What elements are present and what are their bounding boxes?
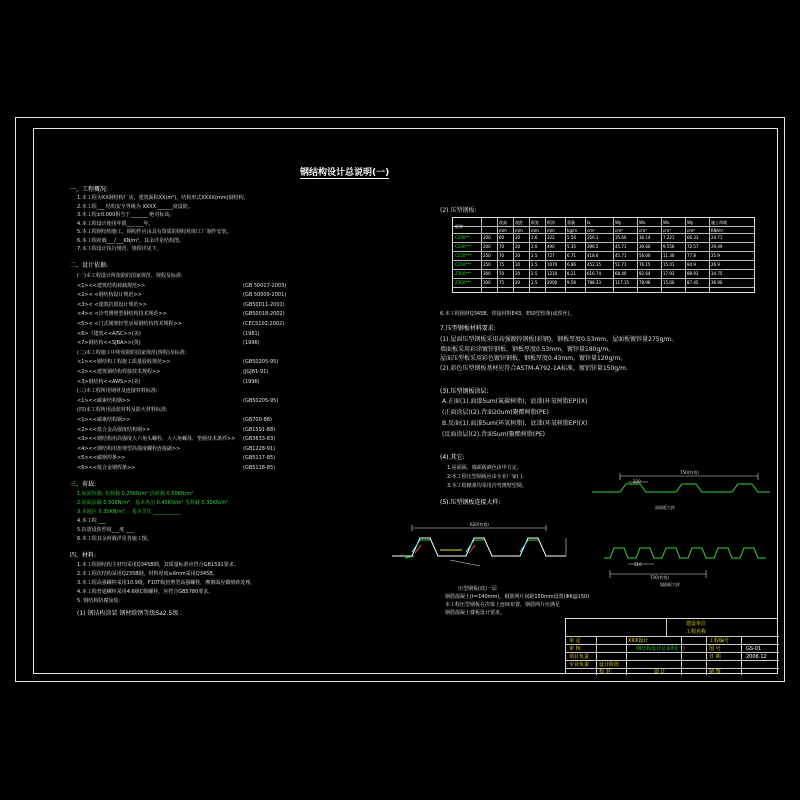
table-cell: 76.15 [639, 262, 651, 267]
table-header: 施工荷载 [711, 220, 727, 225]
table-cell: 11.30 [663, 253, 675, 258]
title-block-line [741, 636, 742, 675]
section-7-line: 屋面压型板采用彩色镀锌钢板，钢板厚度0.43mm，镀锌量120g/m。 [440, 355, 627, 362]
section-2-item: (二)本工程施工中所依据的国家规范(规程)及标准: [77, 349, 187, 356]
coating-heading: (3).压型钢板涂层: [440, 388, 489, 395]
section-1-line: 4.本工程设计使用年限___ ___年。 [77, 220, 154, 227]
table-cell: 2.5 [531, 271, 538, 276]
table-cell: 250 [483, 262, 491, 267]
section-2-item: <1><<碳素结构钢>> [77, 417, 131, 423]
other-line: 3.本工程檩条均采用冷弯薄壁型钢。 [447, 483, 527, 489]
section-4-line: 4.本工程普通螺栓采用4.6级C级螺栓，应符合GB5780要求。 [77, 589, 214, 595]
table-caption: (2) 压型钢板: [440, 207, 477, 214]
table-cell: 84.9 [687, 262, 696, 267]
section-4-line: 3.本工程高强螺栓采用10.9级，F10T级扭剪型高强螺栓，摩擦面应做喷砂处理。 [77, 580, 256, 586]
table-cell: 117.15 [615, 280, 629, 285]
section-1-line: 7.本工程设计执行规范、规程详见下。 [77, 246, 162, 252]
section-2-code: (GB1228-91) [243, 445, 276, 452]
bottom-label: 制 图 [709, 669, 721, 675]
table-unit: mm [547, 228, 555, 233]
table-cell: 60 [499, 235, 505, 240]
table-unit: cm³ [687, 228, 695, 233]
table-cell: C250*** [455, 262, 472, 267]
table-cell: 200 [483, 235, 491, 240]
table-cell: 35.60 [615, 235, 627, 240]
stage-label: 设计阶段 [599, 662, 620, 668]
table-header: 板厚 [547, 220, 555, 225]
table-cell: 300 [483, 271, 491, 276]
table-cell: 15.01 [663, 262, 675, 267]
title-block-line [566, 668, 779, 669]
coating-line: B.反面(1).面漆5um(环氧树脂)，底漆(环氧树脂EP)(X) [442, 420, 588, 427]
other-line: 1.屋面板、墙面板颜色由甲方定。 [447, 465, 522, 471]
section-2-code: (1981) [243, 330, 260, 337]
meta-label: 图 号 [709, 646, 721, 652]
section-4-heading: 四、材料: [70, 552, 97, 559]
table-cell: 70 [499, 271, 505, 276]
table-cell: 5.35 [567, 244, 576, 249]
title-block-line [706, 636, 707, 675]
deck-note: 钢筋混凝土(t=140mm)，钢筋网片间距150mm设置(Φ6@150) [445, 594, 590, 600]
section-3-line: 2.屋面活载 0.50KN/m²，基本风压 0.45KN/m² 雪荷载 0.35KN/m² [77, 500, 229, 506]
drawing-name: 钢结构设计总说明(一) [636, 646, 685, 652]
section-2-code: (GB5118-85) [243, 465, 276, 471]
table-cell: 2.5 [531, 253, 538, 258]
section-2-item: <3>< <建筑抗震设计规范>> [77, 301, 147, 308]
table-cell: 2000 [547, 280, 558, 285]
table-cell: 5.54 [567, 235, 576, 240]
table-header: Wy [687, 220, 694, 225]
table-cell: 727 [547, 253, 555, 258]
section-1-line: 2.本工程___ 结构安全等级为 XXXX ______度设防。 [77, 203, 193, 210]
signature-label: 审 定 [569, 638, 581, 644]
title-block-line [566, 652, 779, 653]
deck-note: 钢筋混凝土楼板设计要求。 [445, 610, 506, 616]
table-unit: cm³ [663, 228, 671, 233]
section-2-code: (GB50205-95) [243, 397, 279, 404]
section-4-last-line: (1) 钢结构涂装 钢材除锈等级Sa2.5级 . [77, 610, 183, 617]
table-cell: 72.57 [687, 244, 699, 249]
bottom-label: 设 计 [654, 669, 666, 675]
section-2-item: <4>< <冷弯薄壁型钢结构技术规范>> [77, 311, 167, 318]
section-3-line: 1.屋面恒载: 恒荷载 0.25KN/m² 活荷载 0.50KN/m² [77, 491, 194, 497]
table-cell: 418.6 [587, 253, 599, 258]
section-2-heading: 二、设计依据: [70, 262, 109, 269]
other-heading: (4).其它: [440, 454, 465, 461]
table-cell: 51.71 [615, 262, 627, 267]
section-7-line: 墙面板采用彩涂镀锌钢板，钢板厚度0.53mm，镀锌量180g/m。 [440, 345, 615, 353]
section-2-item: <2>< <钢结构设计规范>> [77, 292, 142, 299]
section-2-code: (GB5117-85) [243, 455, 276, 462]
section-2-code: (1996) [243, 340, 260, 347]
table-cell: 1.6 [531, 235, 538, 240]
table-cell: 26.9 [711, 262, 720, 267]
table-cell: 322 [547, 235, 555, 240]
table-unit: mm [515, 228, 523, 233]
section-2-item: (一)本工程设计所依据的国家规范、规程及标准: [77, 273, 183, 279]
table-cell: 7.221 [663, 235, 675, 240]
title-block-line [596, 636, 597, 675]
section-2-item: <1><<碳素结构钢>> [77, 397, 131, 404]
roof-profile-sub: 320 [633, 479, 641, 484]
meta-label: 工程编号 [709, 638, 730, 644]
section-4-line: 1.本工程钢结构主材均采用Q345B钢，其质量标准应符合GB1591要求。 [77, 562, 239, 568]
design-unit: XXX设计 [628, 638, 649, 644]
section-2-item: <1><<建筑结构荷载规范>> [77, 282, 146, 289]
table-unit: kg/m [567, 228, 578, 233]
section-2-item: <3>钢结构<<AWS>>(美) [77, 378, 141, 385]
table-cell: 396.5 [587, 244, 599, 249]
wall-profile-dim: 730(有效) [650, 575, 669, 580]
section-3-line: 5.抗震设防烈度___度 ___ [77, 527, 134, 533]
table-cell: 87.45 [687, 280, 699, 285]
table-cell: 20 [515, 271, 521, 276]
coating-line: A.正面(1).面漆5um(氟碳树脂)，底漆(环氧树脂EP)(X) [442, 398, 588, 405]
section-2-code: (CECS102:2002) [243, 321, 285, 327]
table-cell: 20 [515, 244, 521, 249]
table-cell: Z300*** [455, 271, 472, 276]
note-6: 6.本工程钢材Q345B、焊接材料E43、E50型焊条(或焊丝)。 [440, 311, 575, 317]
section-2-item: <2><<建筑钢结构焊接技术规程>> [77, 369, 161, 375]
table-cell: C250*** [455, 253, 472, 258]
section-2-item: <4><<钢结构用扭剪型高强度螺栓连接副>> [77, 445, 181, 452]
coating-line: (反面涂层)(2).背面5um(聚酯树脂(PE) [442, 431, 545, 438]
signature-label: 专业负责 [569, 662, 590, 668]
table-cell: 36.90 [711, 280, 723, 285]
title-block-line [566, 644, 779, 645]
detail-heading: (5).压型钢板连接大样: [440, 499, 501, 506]
table-cell: 36.14 [639, 235, 651, 240]
section-1-heading: 一、工程概况: [70, 186, 109, 193]
table-cell: 1210 [547, 271, 558, 276]
section-1-line: 5.本工程钢结构施工，钢构件应由具有资质的钢结构加工厂制作安装。 [77, 229, 232, 235]
section-2-code: (GB50011-2001) [243, 301, 285, 308]
table-cell: 788.33 [587, 280, 601, 285]
deck-note: 本工程压型钢板在次梁上连续布置，钢筋网片应满足 [445, 602, 561, 608]
table-unit: mm [499, 228, 507, 233]
deck-note: 压型钢板(底)一层 [458, 586, 497, 592]
table-cell: 68.40 [615, 271, 627, 276]
table-cell: 92.64 [639, 271, 651, 276]
other-line: 2.本工程压型钢板应由专业厂家( ). [447, 474, 524, 480]
section-2-item: <2><<低合金高强度结构钢>> [77, 426, 151, 433]
section-3-heading: 三、荷载: [70, 481, 97, 488]
section-4-line: 5. 钢结构防腐涂装: [77, 598, 121, 604]
roof-profile-dim: 750(有效) [680, 470, 699, 475]
table-header: Wx [639, 220, 646, 225]
section-1-line: 3.本工程±0.000相当于_______ 绝对标高。 [77, 212, 175, 218]
table-cell: 88.93 [687, 271, 699, 276]
table-cell: 2.5 [531, 262, 538, 267]
table-cell: 15.60 [663, 280, 675, 285]
title-block-line [681, 636, 682, 675]
table-cell: 9.58 [567, 280, 576, 285]
title-block [565, 618, 778, 674]
section-3-line: 6.本工程其余荷载详见各施工图。 [77, 536, 152, 542]
table-header: 波距 [515, 220, 523, 225]
table-cell: 78.96 [639, 280, 651, 285]
table-cell: 6.71 [567, 253, 576, 258]
table-cell: 25.9 [711, 253, 720, 258]
section-2-code: (GB50018-2002) [243, 311, 285, 318]
table-header: 板宽 [531, 220, 539, 225]
table-cell: 356.1 [587, 235, 599, 240]
table-cell: 300 [483, 280, 491, 285]
section-2-item: <5><<碳钢焊条>> [77, 455, 126, 462]
section-2-item: <6>《建筑<<AISC>>(美) [77, 330, 141, 337]
table-unit: cm³ [615, 228, 623, 233]
table-unit: cm³ [639, 228, 647, 233]
table-cell: Z300*** [455, 280, 472, 285]
bottom-label: 校 对 [599, 669, 611, 675]
table-unit: mm [531, 228, 539, 233]
client-label: 建设单位 [686, 621, 707, 627]
table-cell: C200*** [455, 244, 472, 249]
table-cell: 24.71 [711, 235, 723, 240]
table-unit: KN/m² [711, 228, 724, 233]
roof-profile-label: 屋面板大样 [655, 505, 675, 510]
section-2-code: (GB700-88) [243, 417, 272, 423]
table-header: Ix [587, 220, 591, 225]
table-header: 波高 [499, 220, 507, 225]
meta-label: 日 期 [709, 654, 721, 660]
section-7-line: (1).屋面压型钢板采用高强镀锌钢板(彩钢)，钢板厚度0.53mm，屋面板镀锌量275g/m。 [440, 336, 678, 343]
table-cell: 45.71 [615, 244, 627, 249]
section-2-code: (1996) [243, 378, 260, 385]
section-3-line: 4.本工程 ___ [77, 518, 106, 524]
meta-value: 2006.12 [746, 654, 767, 660]
section-1-line: 6.本工程荷载___/___KN/m²，其余详见结构图。 [77, 237, 185, 244]
floor-deck-profile [392, 525, 566, 566]
table-cell: 20 [515, 235, 521, 240]
section-2-item: (三)本工程所用钢材及连接材料标准: [77, 388, 158, 395]
table-cell: 75 [499, 280, 505, 285]
table-cell: 250 [483, 253, 491, 258]
table-cell: 2.0 [531, 244, 538, 249]
title-block-line [666, 619, 667, 636]
deck-dim: 620(有效) [470, 522, 489, 527]
section-2-code: (GB3633-83) [243, 436, 276, 443]
section-7-heading: 7.压型钢板材料要求: [440, 325, 496, 332]
table-header: 重量 [567, 220, 575, 225]
table-cell: 17.93 [663, 271, 675, 276]
table-cell: 8.21 [567, 271, 576, 276]
table-cell: 70 [499, 253, 505, 258]
table-cell: 34.75 [711, 271, 723, 276]
roof-panel-profile [592, 484, 770, 492]
table-cell: 200 [483, 244, 491, 249]
drawing-title: 钢结构设计总说明(一) [300, 165, 389, 179]
section-2-code: (GB 50009-2001) [243, 292, 287, 299]
coating-line: (正面涂层)(2).背面20um(聚酯树脂(PE) [442, 409, 549, 416]
table-cell: 20 [515, 280, 521, 285]
section-7-line: (2).彩色压型钢板基材应符合ASTM-A792-1A标准，镀铝锌量150g/m. [440, 364, 628, 372]
table-header: 板型 [455, 224, 463, 229]
section-2-item: <7>钢结构<<SJBA>>(英) [77, 340, 141, 347]
table-header: Wx [663, 220, 670, 225]
title-block-line [626, 636, 627, 675]
table-cell: 29.49 [711, 244, 723, 249]
table-cell: 45.71 [615, 253, 627, 258]
table-cell: 1070 [547, 262, 558, 267]
table-cell: 6.86 [567, 262, 576, 267]
section-2-code: (GB1591-88) [243, 426, 276, 433]
section-2-item: <3><<钢结构用高强度大六角头螺栓、大六角螺母、垫圈技术条件>> [77, 436, 236, 443]
section-2-code: (GB 50017-2003) [243, 282, 287, 289]
table-cell: 56.00 [639, 253, 651, 258]
section-2-item: <1><<钢结构工程施工质量验收规范>> [77, 359, 171, 366]
title-block-line [566, 660, 779, 661]
table-cell: 490 [547, 244, 555, 249]
wall-panel-profile [604, 548, 766, 558]
section-2-code: (GB50205-95) [243, 359, 279, 366]
table-cell: 9.556 [663, 244, 675, 249]
project-label: 工程名称 [686, 629, 707, 635]
table-cell: 70 [499, 244, 505, 249]
table-cell: 20 [515, 253, 521, 258]
table-cell: 39.60 [639, 244, 651, 249]
wall-profile-sub: 310 [634, 562, 642, 567]
table-cell: 616.74 [587, 271, 601, 276]
signature-label: 项目负责 [569, 654, 590, 660]
meta-value: GS-01 [746, 646, 762, 652]
table-header: Wy [615, 220, 622, 225]
title-block-line [566, 636, 779, 637]
table-cell: 75 [499, 262, 505, 267]
section-2-item: (四)本工程所用涂装材料及防火材料标准: [77, 407, 168, 414]
section-2-item: <6><<低合金钢焊条>> [77, 465, 136, 471]
wall-profile-label: 墙面板大样 [660, 582, 680, 587]
section-3-line: 3.本地区 0.35KN/m²， 基本雪压 ___________ [77, 509, 181, 515]
table-cell: C200** [455, 235, 470, 240]
section-2-item: <5>< <门式刚架轻型房屋钢结构技术规程>> [77, 321, 182, 327]
section-4-line: 2.本工程次结构采用Q235B钢，材料厚度≥6mm采用Q345B。 [77, 571, 218, 577]
section-2-code: (JGJ81-91) [243, 369, 269, 375]
table-cell: 66.33 [687, 235, 699, 240]
table-unit: cm⁴ [587, 228, 595, 233]
signature-label: 审 核 [569, 646, 581, 652]
table-cell: 2.5 [531, 280, 538, 285]
table-cell: 452.35 [587, 262, 601, 267]
table-cell: 77.8 [687, 253, 696, 258]
section-1-line: 1.本工程为XX钢结构厂房，建筑面积XX(m²)，结构形式XXXX(mm)钢结构。 [77, 195, 249, 201]
table-cell: 20 [515, 262, 521, 267]
